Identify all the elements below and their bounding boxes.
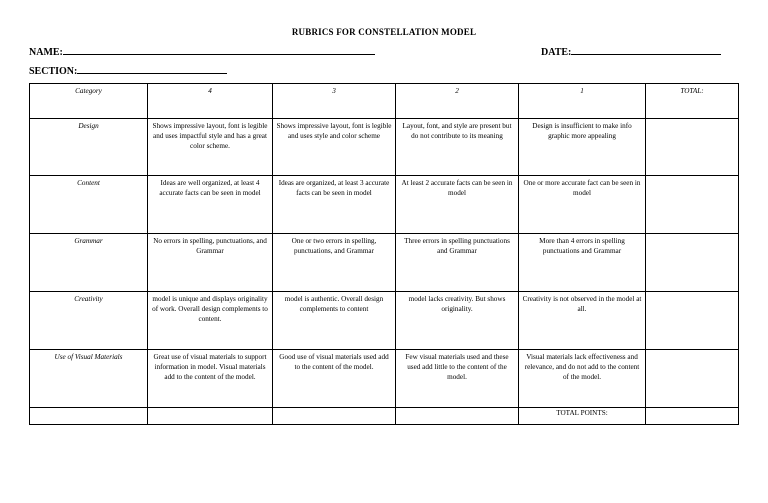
name-label: NAME: bbox=[29, 47, 63, 58]
cell-score-2: Few visual materials used and these used add little to the content of the model. bbox=[396, 350, 519, 408]
name-blank-line[interactable] bbox=[63, 45, 375, 55]
cell-score-2: Three errors in spelling punctuations and Grammar bbox=[396, 234, 519, 292]
cell-score-1: More than 4 errors in spelling punctuations and Grammar bbox=[519, 234, 646, 292]
date-field bbox=[541, 45, 721, 58]
table-row bbox=[30, 292, 739, 350]
blank-cell bbox=[273, 408, 396, 425]
cell-score-4: model is unique and displays originality of work. Overall design complements to content. bbox=[148, 292, 273, 350]
table-row bbox=[30, 350, 739, 408]
total-points-row bbox=[30, 408, 739, 425]
header-score-3: 3 bbox=[273, 84, 396, 119]
cell-score-3: One or two errors in spelling, punctuations, and Grammar bbox=[273, 234, 396, 292]
table-header-row bbox=[30, 84, 739, 119]
cell-total[interactable] bbox=[646, 292, 739, 350]
cell-total[interactable] bbox=[646, 234, 739, 292]
cell-score-3: Ideas are organized, at least 3 accurate facts can be seen in model bbox=[273, 176, 396, 234]
section-label: SECTION: bbox=[29, 66, 78, 77]
cell-score-1: Visual materials lack effectiveness and relevance, and do not add to the content of the model. bbox=[519, 350, 646, 408]
cell-score-2: Layout, font, and style are present but do not contribute to its meaning bbox=[396, 119, 519, 176]
cell-total[interactable] bbox=[646, 119, 739, 176]
total-points-value[interactable] bbox=[646, 408, 739, 425]
row-category: Creativity bbox=[30, 292, 148, 350]
rubric-table bbox=[29, 83, 739, 425]
header-score-4: 4 bbox=[148, 84, 273, 119]
cell-score-4: No errors in spelling, punctuations, and Grammar bbox=[148, 234, 273, 292]
row-category: Content bbox=[30, 176, 148, 234]
cell-score-3: Shows impressive layout, font is legible and uses style and color scheme bbox=[273, 119, 396, 176]
header-score-1: 1 bbox=[519, 84, 646, 119]
total-points-label: TOTAL POINTS: bbox=[519, 408, 646, 425]
cell-total[interactable] bbox=[646, 350, 739, 408]
document-title: RUBRICS FOR CONSTELLATION MODEL bbox=[291, 27, 477, 37]
cell-score-1: One or more accurate fact can be seen in model bbox=[519, 176, 646, 234]
header-category: Category bbox=[30, 84, 148, 119]
cell-score-4: Ideas are well organized, at least 4 accurate facts can be seen in model bbox=[148, 176, 273, 234]
cell-score-3: model is authentic. Overall design complements to content bbox=[273, 292, 396, 350]
cell-score-2: At least 2 accurate facts can be seen in model bbox=[396, 176, 519, 234]
cell-score-3: Good use of visual materials used add to the content of the model. bbox=[273, 350, 396, 408]
cell-score-1: Creativity is not observed in the model at all. bbox=[519, 292, 646, 350]
date-label: DATE: bbox=[541, 47, 572, 58]
date-blank-line[interactable] bbox=[571, 45, 721, 55]
cell-score-2: model lacks creativity. But shows originality. bbox=[396, 292, 519, 350]
cell-score-4: Shows impressive layout, font is legible and uses impactful style and has a great color scheme. bbox=[148, 119, 273, 176]
cell-score-4: Great use of visual materials to support information in model. Visual materials add to the content of the model. bbox=[148, 350, 273, 408]
cell-total[interactable] bbox=[646, 176, 739, 234]
blank-cell bbox=[396, 408, 519, 425]
row-category: Use of Visual Materials bbox=[30, 350, 148, 408]
table-row bbox=[30, 119, 739, 176]
row-category: Design bbox=[30, 119, 148, 176]
blank-cell bbox=[148, 408, 273, 425]
table-row bbox=[30, 234, 739, 292]
row-category: Grammar bbox=[30, 234, 148, 292]
cell-score-1: Design is insufficient to make info graphic more appealing bbox=[519, 119, 646, 176]
header-score-2: 2 bbox=[396, 84, 519, 119]
table-row bbox=[30, 176, 739, 234]
blank-cell bbox=[30, 408, 148, 425]
name-field bbox=[29, 45, 375, 58]
section-field bbox=[29, 64, 227, 77]
section-blank-line[interactable] bbox=[77, 64, 227, 74]
header-total: TOTAL: bbox=[646, 84, 739, 119]
